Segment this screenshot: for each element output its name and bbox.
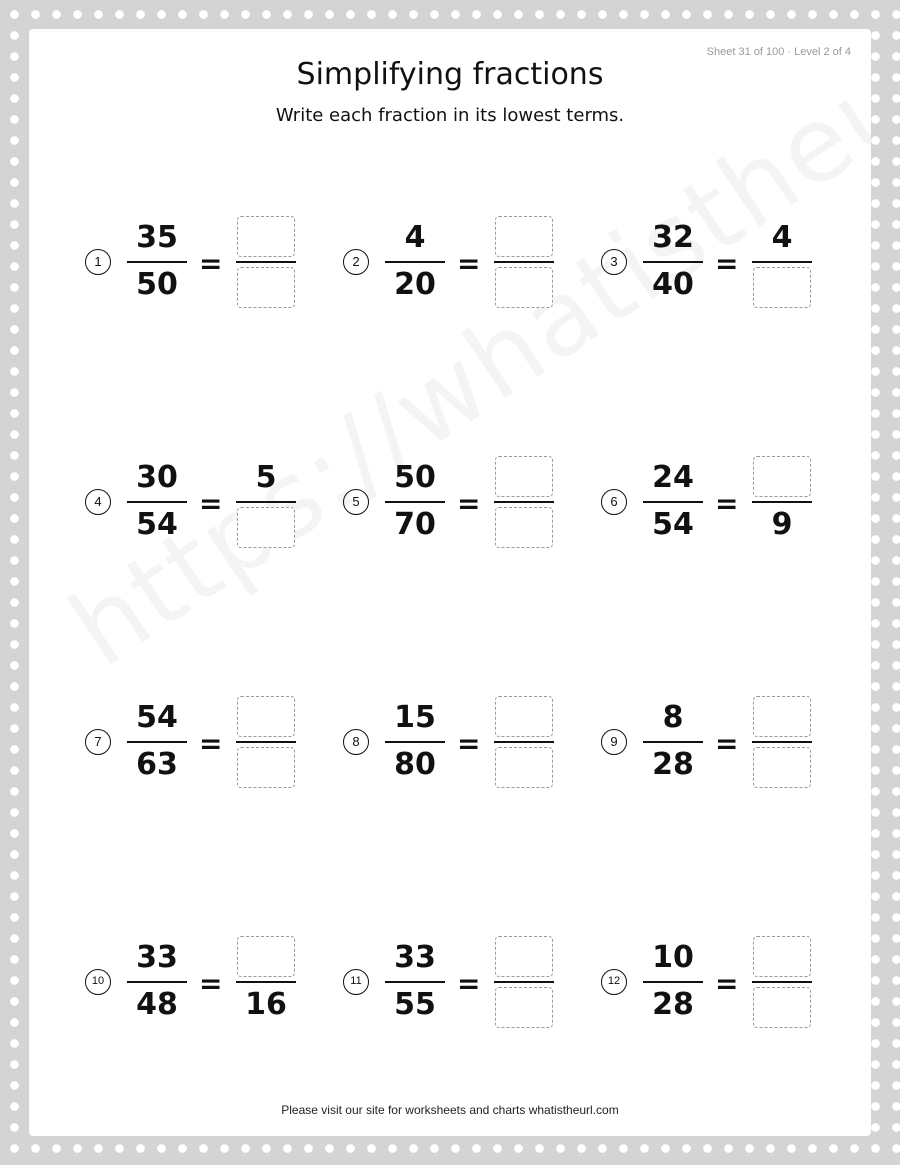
equals-sign: =	[457, 487, 481, 520]
problem-number: 4	[85, 489, 111, 515]
equals-sign: =	[715, 727, 739, 760]
problem-item	[601, 454, 841, 554]
problem-item	[343, 934, 583, 1034]
page-title: Simplifying fractions	[296, 57, 604, 92]
fraction-bar	[127, 261, 187, 263]
answer-numerator-box[interactable]	[495, 216, 553, 257]
answer-denominator-box[interactable]	[237, 267, 295, 308]
given-fraction	[127, 694, 187, 794]
answer-numerator-box[interactable]	[237, 696, 295, 737]
given-fraction	[643, 454, 703, 554]
answer-numerator-box[interactable]	[495, 696, 553, 737]
equals-sign: =	[199, 727, 223, 760]
answer-fraction	[752, 454, 812, 554]
problem-item	[343, 694, 583, 794]
fraction-numerator: 33	[394, 940, 436, 975]
sheet-info: Sheet 31 of 100 · Level 2 of 4	[706, 46, 851, 58]
worksheet-page	[29, 29, 871, 1136]
fraction-denominator: 28	[652, 987, 694, 1022]
answer-fraction	[236, 454, 296, 554]
fraction-numerator: 4	[404, 220, 426, 255]
fraction-bar	[385, 981, 445, 983]
answer-denominator-box[interactable]	[753, 747, 811, 788]
answer-numerator-box[interactable]	[753, 456, 811, 497]
fraction-numerator: 35	[136, 220, 178, 255]
answer-denominator: 16	[245, 987, 287, 1022]
fraction-numerator: 54	[136, 700, 178, 735]
equals-sign: =	[715, 967, 739, 1000]
answer-fraction-bar	[752, 501, 812, 503]
fraction-denominator: 40	[652, 267, 694, 302]
fraction-bar	[127, 981, 187, 983]
fraction-denominator: 55	[394, 987, 436, 1022]
fraction-bar	[385, 501, 445, 503]
equals-sign: =	[457, 247, 481, 280]
given-fraction	[385, 694, 445, 794]
problem-item	[601, 694, 841, 794]
answer-denominator: 9	[771, 507, 793, 542]
problem-number: 7	[85, 729, 111, 755]
answer-fraction-bar	[494, 741, 554, 743]
answer-numerator-box[interactable]	[753, 696, 811, 737]
answer-numerator-box[interactable]	[495, 936, 553, 977]
problem-number: 2	[343, 249, 369, 275]
answer-numerator-box[interactable]	[495, 456, 553, 497]
answer-fraction-bar	[494, 981, 554, 983]
fraction-bar	[643, 981, 703, 983]
fraction-bar	[385, 741, 445, 743]
answer-fraction-bar	[236, 501, 296, 503]
problem-number: 6	[601, 489, 627, 515]
fraction-denominator: 70	[394, 507, 436, 542]
answer-fraction	[752, 934, 812, 1034]
answer-fraction	[752, 214, 812, 314]
given-fraction	[385, 214, 445, 314]
answer-numerator: 4	[771, 220, 793, 255]
fraction-denominator: 48	[136, 987, 178, 1022]
fraction-bar	[643, 501, 703, 503]
fraction-bar	[385, 261, 445, 263]
fraction-bar	[127, 741, 187, 743]
answer-fraction-bar	[236, 981, 296, 983]
equals-sign: =	[715, 487, 739, 520]
answer-fraction	[236, 694, 296, 794]
given-fraction	[127, 214, 187, 314]
watermark	[49, 29, 871, 690]
problem-number: 8	[343, 729, 369, 755]
answer-fraction	[236, 214, 296, 314]
fraction-denominator: 54	[136, 507, 178, 542]
problem-number: 12	[601, 969, 627, 995]
fraction-numerator: 50	[394, 460, 436, 495]
instructions: Write each fraction in its lowest terms.	[275, 105, 625, 126]
fraction-numerator: 30	[136, 460, 178, 495]
problem-number: 9	[601, 729, 627, 755]
fraction-denominator: 28	[652, 747, 694, 782]
problem-item	[85, 694, 325, 794]
footer-note: Please visit our site for worksheets and charts whatistheurl.com	[281, 1103, 619, 1117]
given-fraction	[643, 694, 703, 794]
equals-sign: =	[715, 247, 739, 280]
fraction-denominator: 80	[394, 747, 436, 782]
problem-item	[85, 454, 325, 554]
answer-denominator-box[interactable]	[237, 747, 295, 788]
answer-fraction	[494, 454, 554, 554]
problem-number: 5	[343, 489, 369, 515]
given-fraction	[385, 454, 445, 554]
answer-numerator: 5	[255, 460, 277, 495]
equals-sign: =	[199, 487, 223, 520]
problem-number: 1	[85, 249, 111, 275]
problem-item	[343, 214, 583, 314]
equals-sign: =	[199, 247, 223, 280]
fraction-numerator: 33	[136, 940, 178, 975]
answer-denominator-box[interactable]	[495, 267, 553, 308]
equals-sign: =	[457, 727, 481, 760]
fraction-numerator: 24	[652, 460, 694, 495]
fraction-bar	[643, 741, 703, 743]
answer-denominator-box[interactable]	[237, 507, 295, 548]
equals-sign: =	[457, 967, 481, 1000]
answer-fraction-bar	[752, 261, 812, 263]
answer-numerator-box[interactable]	[237, 216, 295, 257]
answer-fraction-bar	[236, 741, 296, 743]
problem-item	[601, 214, 841, 314]
problem-item	[85, 214, 325, 314]
answer-numerator-box[interactable]	[237, 936, 295, 977]
fraction-denominator: 50	[136, 267, 178, 302]
given-fraction	[385, 934, 445, 1034]
given-fraction	[127, 454, 187, 554]
problem-number: 3	[601, 249, 627, 275]
answer-denominator-box[interactable]	[495, 507, 553, 548]
answer-denominator-box[interactable]	[753, 987, 811, 1028]
answer-fraction-bar	[236, 261, 296, 263]
answer-fraction	[752, 694, 812, 794]
answer-fraction-bar	[494, 261, 554, 263]
problem-item	[85, 934, 325, 1034]
fraction-denominator: 20	[394, 267, 436, 302]
fraction-bar	[643, 261, 703, 263]
fraction-numerator: 32	[652, 220, 694, 255]
answer-fraction	[494, 934, 554, 1034]
answer-fraction	[494, 214, 554, 314]
problem-number: 11	[343, 969, 369, 995]
equals-sign: =	[199, 967, 223, 1000]
fraction-denominator: 63	[136, 747, 178, 782]
problem-item	[601, 934, 841, 1034]
answer-denominator-box[interactable]	[495, 747, 553, 788]
fraction-numerator: 15	[394, 700, 436, 735]
given-fraction	[643, 934, 703, 1034]
answer-fraction-bar	[752, 981, 812, 983]
answer-denominator-box[interactable]	[495, 987, 553, 1028]
answer-fraction	[236, 934, 296, 1034]
problem-number: 10	[85, 969, 111, 995]
given-fraction	[643, 214, 703, 314]
fraction-bar	[127, 501, 187, 503]
fraction-numerator: 8	[662, 700, 684, 735]
answer-denominator-box[interactable]	[753, 267, 811, 308]
answer-fraction	[494, 694, 554, 794]
given-fraction	[127, 934, 187, 1034]
fraction-denominator: 54	[652, 507, 694, 542]
answer-fraction-bar	[752, 741, 812, 743]
fraction-numerator: 10	[652, 940, 694, 975]
problem-item	[343, 454, 583, 554]
answer-fraction-bar	[494, 501, 554, 503]
answer-numerator-box[interactable]	[753, 936, 811, 977]
